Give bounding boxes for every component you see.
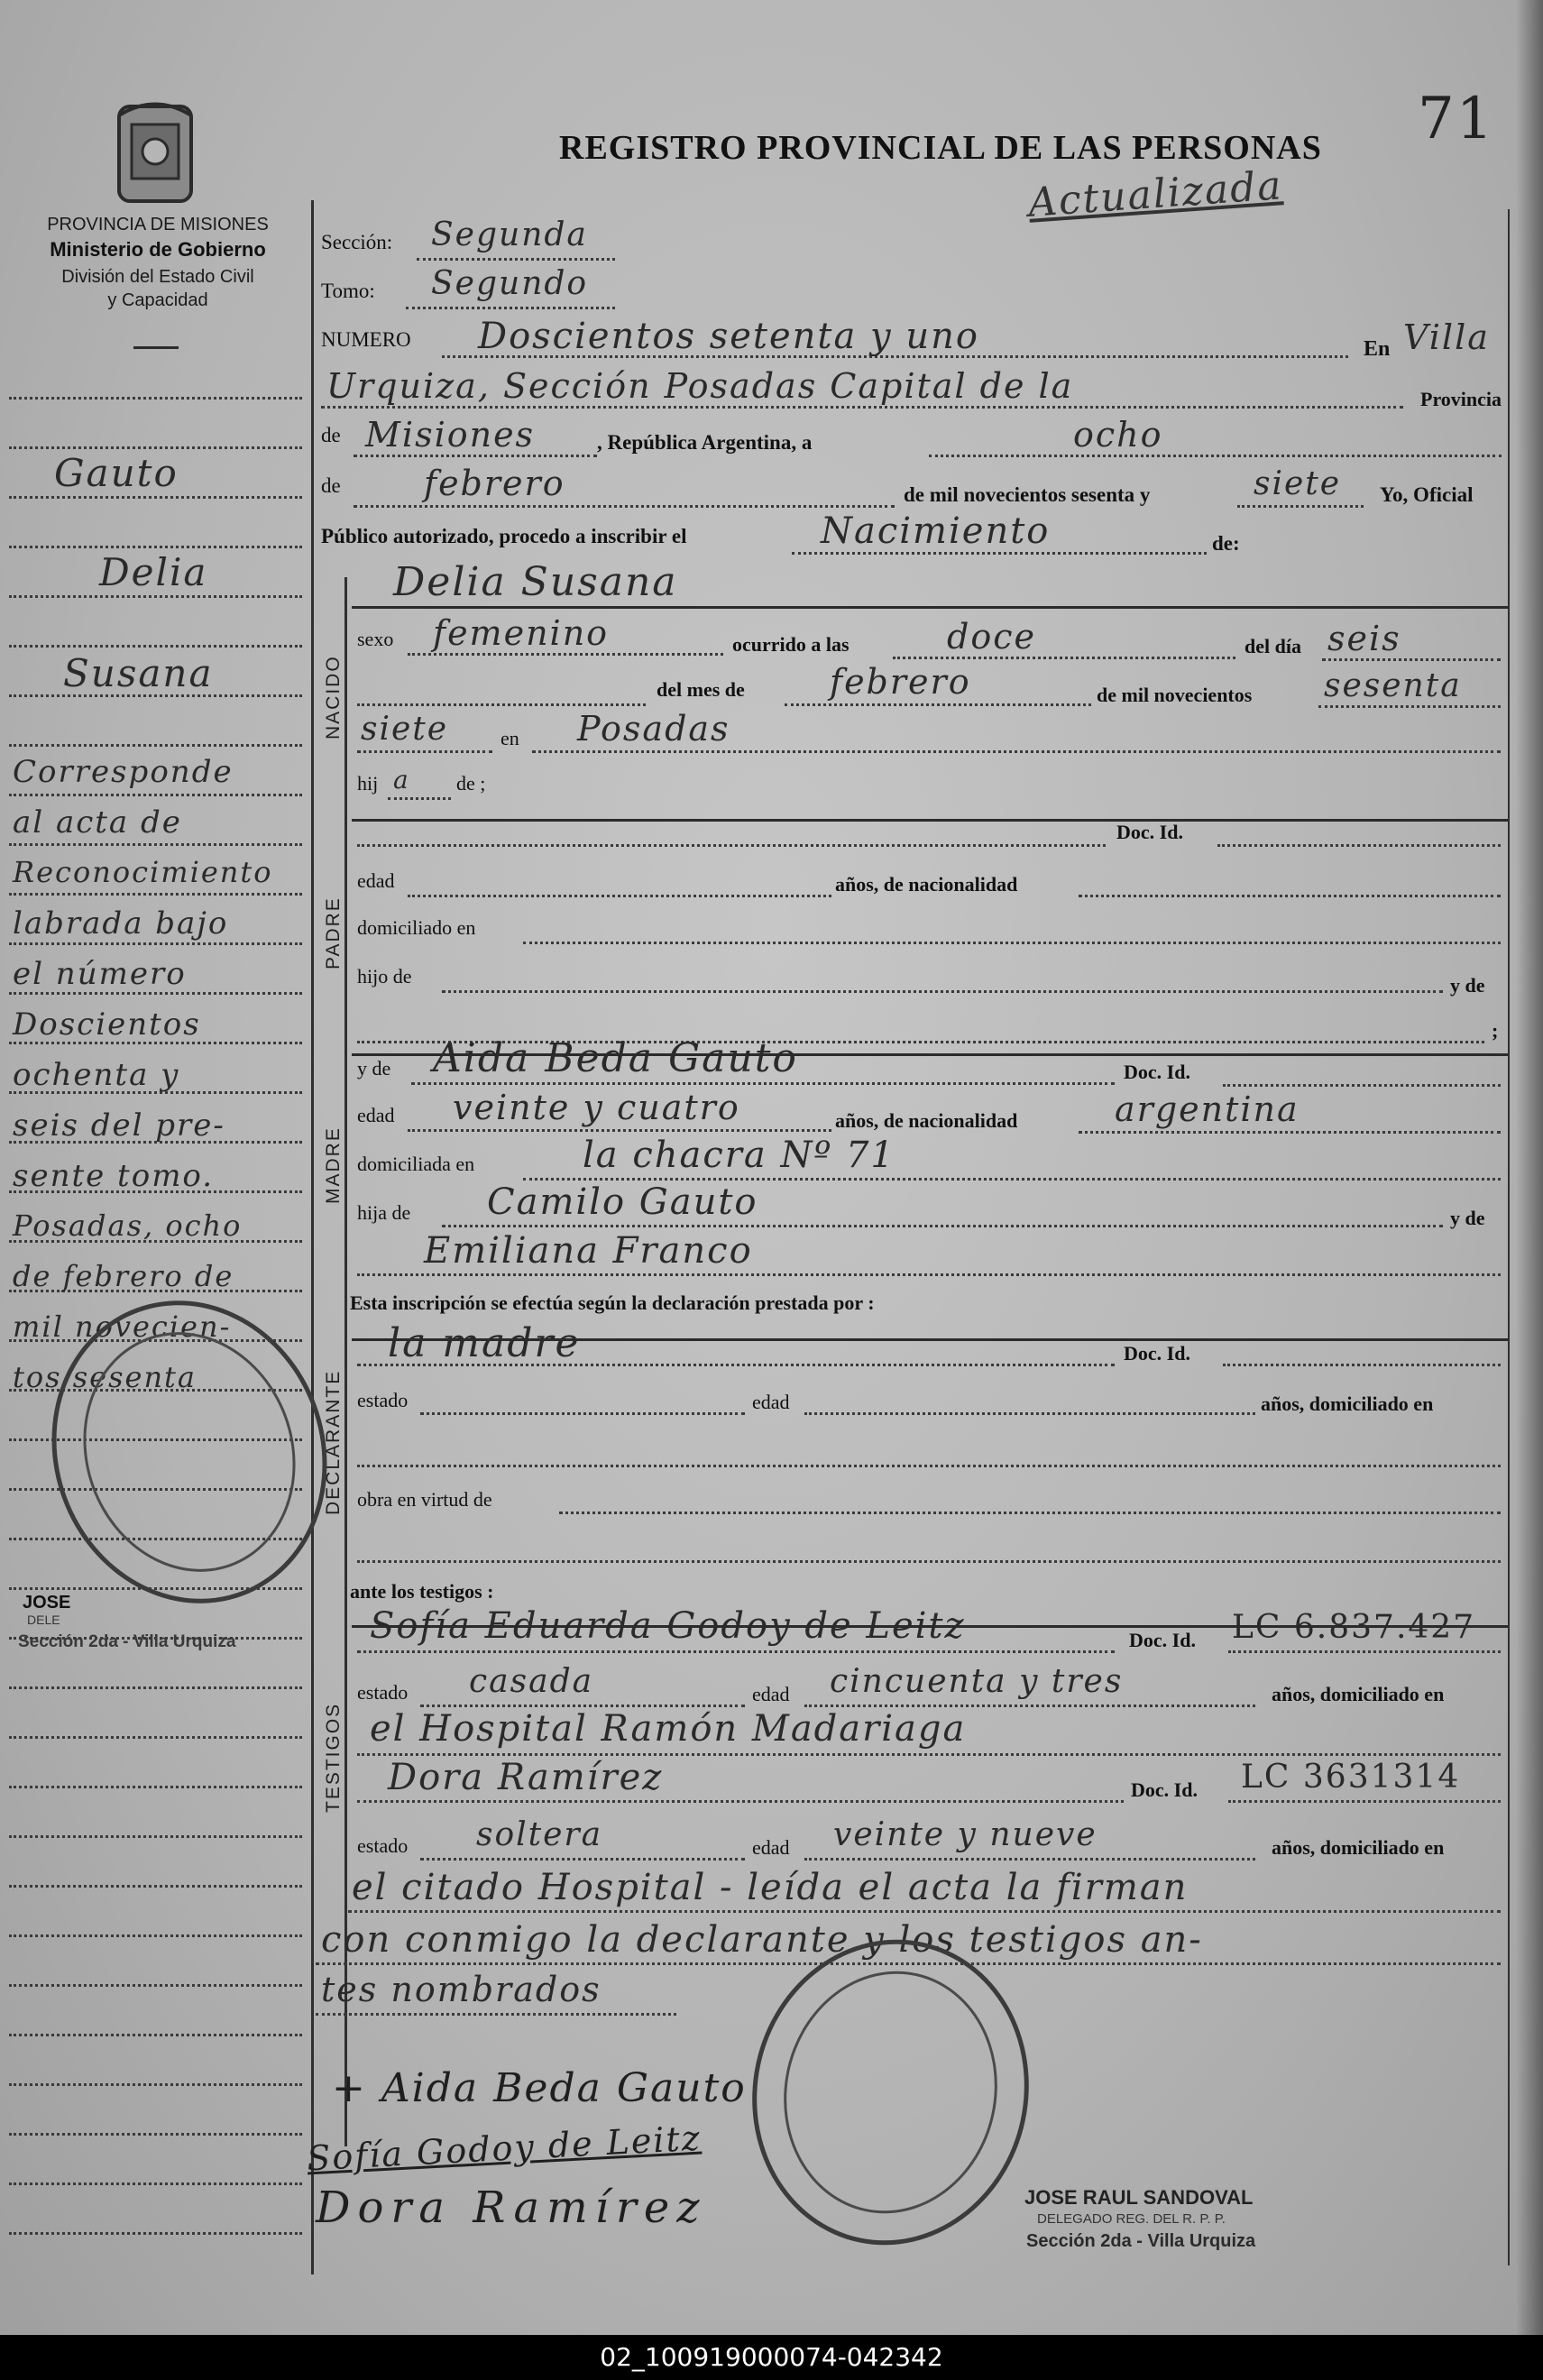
value-hora: doce xyxy=(947,617,1036,657)
seccion-line xyxy=(417,258,615,261)
side-label-nacido: NACIDO xyxy=(323,655,344,740)
side-label-declarante: DECLARANTE xyxy=(323,1369,344,1515)
value-madre-dom: la chacra Nº 71 xyxy=(583,1135,895,1176)
stamp-official-section: Sección 2da - Villa Urquiza xyxy=(1026,2231,1256,2251)
nacido-name-line xyxy=(352,606,1508,609)
dia-line xyxy=(929,455,1502,457)
side-label-madre: MADRE xyxy=(323,1126,344,1204)
label-seccion: Sección: xyxy=(321,231,393,253)
margin-note-line: el número xyxy=(13,956,187,992)
value-declarante: la madre xyxy=(388,1320,581,1366)
signature-testigo1: Sofía Godoy de Leitz xyxy=(306,2118,703,2179)
stamp-official-title: DELEGADO REG. DEL R. P. P. xyxy=(1037,2211,1226,2227)
tomo-line xyxy=(406,307,615,309)
label-testigo2-dom: años, domiciliado en xyxy=(1272,1836,1445,1859)
label-hij-de: de ; xyxy=(456,772,486,795)
hijo-de-line xyxy=(442,990,1443,993)
lugar-nac-line xyxy=(532,750,1501,753)
value-anio-nac1: sesenta xyxy=(1324,667,1462,704)
office-division: División del Estado Civil xyxy=(61,267,254,287)
margin-note-line: de febrero de xyxy=(13,1259,234,1293)
coat-of-arms-emblem xyxy=(101,97,209,210)
margin-note-line: sente tomo. xyxy=(13,1158,215,1194)
value-sexo: femenino xyxy=(433,613,610,653)
stamp-left-title: DELE xyxy=(27,1613,60,1627)
padre-dom-line xyxy=(523,942,1501,944)
value-testigo1-dom: el Hospital Ramón Madariaga xyxy=(370,1708,967,1750)
label-padre-nac: años, de nacionalidad xyxy=(835,873,1018,896)
cierre-line-3 xyxy=(316,2013,676,2016)
label-del-mes: del mes de xyxy=(657,678,745,701)
testigo1-edad-line xyxy=(804,1705,1255,1707)
value-seccion: Segunda xyxy=(431,216,588,253)
label-padre-edad: edad xyxy=(357,869,395,892)
margin-note-line: Delia xyxy=(99,550,208,594)
obra-line xyxy=(559,1512,1501,1514)
mes-nac-line xyxy=(785,703,1091,706)
label-madre-y-de: y de xyxy=(1450,1207,1485,1229)
label-republica: , República Argentina, a xyxy=(597,431,813,454)
testigo1-doc-line xyxy=(1228,1650,1501,1653)
padre-name-line xyxy=(357,844,1106,847)
testigo1-dom-line xyxy=(357,1753,1501,1756)
declarante-edad-line xyxy=(804,1412,1255,1415)
label-testigo1-estado: estado xyxy=(357,1681,409,1704)
value-cierre-1: el citado Hospital - leída el acta la firman xyxy=(352,1867,1189,1908)
value-provincia: Misiones xyxy=(365,415,536,455)
testigo1-estado-line xyxy=(420,1705,745,1707)
office-province: PROVINCIA DE MISIONES xyxy=(47,215,269,234)
value-anio-nac2: siete xyxy=(361,711,449,748)
office-ministry: Ministerio de Gobierno xyxy=(50,238,266,261)
hora-line xyxy=(893,657,1235,659)
madre-doc-line xyxy=(1223,1084,1501,1087)
value-mes: febrero xyxy=(424,464,565,503)
label-obra: obra en virtud de xyxy=(357,1488,492,1511)
value-lugar: Urquiza, Sección Posadas Capital de la xyxy=(326,366,1074,406)
label-declarante-dom: años, domiciliado en xyxy=(1261,1392,1434,1415)
stamp-official-name: JOSE RAUL SANDOVAL xyxy=(1024,2186,1254,2209)
padre-top-line xyxy=(352,819,1508,822)
margin-note-line: Corresponde xyxy=(13,754,234,790)
label-provincia: Provincia xyxy=(1420,388,1502,410)
label-testigo1-edad: edad xyxy=(752,1683,790,1705)
blank-line xyxy=(357,703,646,706)
margin-note-line: ochenta y xyxy=(13,1057,180,1093)
margin-note-line: Susana xyxy=(63,651,214,695)
value-dia: ocho xyxy=(1073,415,1163,455)
obra-line-2 xyxy=(357,1560,1501,1563)
testigo2-name-line xyxy=(357,1800,1124,1803)
label-declarante-estado: estado xyxy=(357,1389,409,1411)
label-de-mil2: de mil novecientos xyxy=(1097,684,1253,706)
cierre-line-1 xyxy=(348,1910,1501,1913)
value-madre-edad: veinte y cuatro xyxy=(453,1088,740,1127)
margin-note-line: al acta de xyxy=(13,804,182,841)
label-de-mil: de mil novecientos sesenta y xyxy=(904,483,1151,506)
label-padre-dom: domiciliado en xyxy=(357,916,476,939)
label-declarante-edad: edad xyxy=(752,1391,790,1413)
value-numero: Doscientos setenta y uno xyxy=(478,316,979,357)
mes-line xyxy=(354,505,895,508)
signature-testigo2: Dora Ramírez xyxy=(316,2182,707,2233)
testigo2-edad-line xyxy=(804,1858,1255,1861)
label-numero: NUMERO xyxy=(321,328,411,351)
value-acto: Nacimiento xyxy=(821,510,1051,552)
label-testigo1-doc: Doc. Id. xyxy=(1129,1629,1196,1651)
annotation-actualizada: Actualizada xyxy=(1026,162,1285,226)
label-inscripcion: Esta inscripción se efectúa según la declaración prestada por : xyxy=(350,1291,875,1314)
value-mes-nac: febrero xyxy=(830,662,971,702)
value-nombre: Delia Susana xyxy=(393,559,678,605)
label-hija-de: hija de xyxy=(357,1201,411,1224)
label-ocurrido: ocurrido a las xyxy=(732,633,850,656)
value-madre-nombre: Aida Beda Gauto xyxy=(433,1035,798,1081)
label-de-provincia: de xyxy=(321,424,341,446)
testigo2-doc-line xyxy=(1228,1800,1501,1803)
page-edge-shadow xyxy=(1516,0,1543,2335)
padre-edad-line xyxy=(408,895,831,897)
value-testigo1: Sofía Eduarda Godoy de Leitz xyxy=(370,1605,966,1647)
office-capacidad: y Capacidad xyxy=(107,290,208,310)
acto-line xyxy=(792,552,1207,555)
madre-edad-line xyxy=(408,1129,831,1132)
anio-line xyxy=(1237,505,1364,508)
margin-note-line: Reconocimiento xyxy=(13,855,273,889)
margin-note-line: seis del pre- xyxy=(13,1107,225,1144)
label-tomo: Tomo: xyxy=(321,280,375,302)
label-de-mes: de xyxy=(321,474,341,497)
sexo-line xyxy=(408,653,723,656)
value-cierre-3: tes nombrados xyxy=(321,1970,602,2009)
declarante-estado-line xyxy=(420,1412,745,1415)
label-publico: Público autorizado, procedo a inscribir el xyxy=(321,525,687,547)
official-seal-right xyxy=(724,1914,1057,2271)
label-del-dia: del día xyxy=(1245,635,1301,657)
value-testigo1-edad: cincuenta y tres xyxy=(830,1663,1124,1700)
label-en-lugar: en xyxy=(501,727,519,749)
provincia-line xyxy=(354,455,597,457)
declarante-dom-line xyxy=(357,1465,1501,1467)
label-testigo2-estado: estado xyxy=(357,1834,409,1857)
registry-title: REGISTRO PROVINCIAL DE LAS PERSONAS xyxy=(559,129,1322,167)
value-madre-nac: argentina xyxy=(1115,1089,1300,1129)
margin-column-border xyxy=(311,200,314,2274)
signature-madre: + Aida Beda Gauto xyxy=(332,2065,747,2111)
label-madre-dom: domiciliada en xyxy=(357,1153,475,1175)
madre-name-line xyxy=(411,1082,1115,1085)
value-anio: siete xyxy=(1254,465,1342,502)
value-madre-padre: Camilo Gauto xyxy=(487,1181,758,1223)
anio-nac1-line xyxy=(1318,705,1501,708)
label-testigo2-edad: edad xyxy=(752,1836,790,1859)
lugar-line xyxy=(321,406,1403,409)
madre-madre-line xyxy=(357,1273,1501,1276)
label-y-de-madre: y de xyxy=(357,1057,391,1080)
margin-note-line: Gauto xyxy=(54,451,179,495)
padre-doc-line xyxy=(1217,844,1501,847)
label-madre-doc: Doc. Id. xyxy=(1124,1061,1190,1083)
label-declarante-doc: Doc. Id. xyxy=(1124,1342,1190,1365)
page-number: 71 xyxy=(1418,86,1495,152)
margin-note-line: labrada bajo xyxy=(13,905,229,942)
label-yo-oficial: Yo, Oficial xyxy=(1380,483,1474,506)
label-de-colon: de: xyxy=(1212,532,1240,555)
hij-line xyxy=(388,797,451,800)
declarante-doc-line xyxy=(1223,1364,1501,1366)
label-sexo: sexo xyxy=(357,628,394,650)
madre-dom-line xyxy=(523,1178,1501,1181)
value-dia-nac: seis xyxy=(1327,619,1401,658)
testigo1-name-line xyxy=(357,1650,1115,1653)
stamp-left-name: JOSE xyxy=(23,1593,71,1613)
right-border xyxy=(1508,209,1510,2265)
label-hij: hij xyxy=(357,772,379,795)
value-tomo: Segundo xyxy=(431,265,589,302)
value-lugar-nac: Posadas xyxy=(577,709,730,749)
margin-note-line: mil novecien- xyxy=(13,1309,232,1344)
label-padre-doc: Doc. Id. xyxy=(1116,821,1183,843)
value-testigo2-doc: LC 3631314 xyxy=(1241,1759,1461,1796)
value-testigo2-estado: soltera xyxy=(476,1816,603,1853)
margin-note-line: Posadas, ocho xyxy=(13,1208,243,1243)
testigo2-estado-line xyxy=(420,1858,745,1861)
hija-de-line xyxy=(442,1225,1443,1227)
label-madre-edad: edad xyxy=(357,1104,395,1126)
value-madre-madre: Emiliana Franco xyxy=(424,1230,753,1272)
dia-nac-line xyxy=(1322,658,1501,661)
side-label-padre: PADRE xyxy=(323,896,344,969)
value-hij-suffix: a xyxy=(393,765,410,795)
label-ante: ante los testigos : xyxy=(350,1580,494,1603)
label-en: En xyxy=(1364,337,1391,361)
stamp-left-section: Sección 2da - Villa Urquiza xyxy=(18,1632,236,1651)
label-testigo1-dom: años, domiciliado en xyxy=(1272,1683,1445,1705)
label-madre-nac: años, de nacionalidad xyxy=(835,1109,1018,1132)
side-label-column-border xyxy=(344,577,347,2146)
value-testigo1-doc: LC 6.837.427 xyxy=(1232,1609,1476,1646)
office-rule xyxy=(133,346,179,349)
value-testigo2-edad: veinte y nueve xyxy=(833,1816,1098,1853)
value-testigo1-estado: casada xyxy=(469,1663,594,1700)
madre-nac-line xyxy=(1079,1131,1501,1134)
label-hijo-de: hijo de xyxy=(357,965,412,988)
anio-nac2-line xyxy=(357,750,492,753)
value-cierre-2: con conmigo la declarante y los testigos an- xyxy=(321,1919,1203,1961)
value-testigo2: Dora Ramírez xyxy=(388,1757,664,1798)
side-label-testigos: TESTIGOS xyxy=(323,1702,344,1813)
label-testigo2-doc: Doc. Id. xyxy=(1131,1778,1198,1801)
padre-nac-line xyxy=(1079,895,1501,897)
margin-note-line: tos sesenta xyxy=(13,1360,197,1394)
label-padre-y-de: y de xyxy=(1450,974,1485,997)
file-id-caption: 02_100919000074-042342 xyxy=(0,2335,1543,2380)
value-en: Villa xyxy=(1403,317,1490,357)
label-semicolon: ; xyxy=(1492,1019,1499,1042)
margin-note-line: Doscientos xyxy=(13,1006,201,1043)
